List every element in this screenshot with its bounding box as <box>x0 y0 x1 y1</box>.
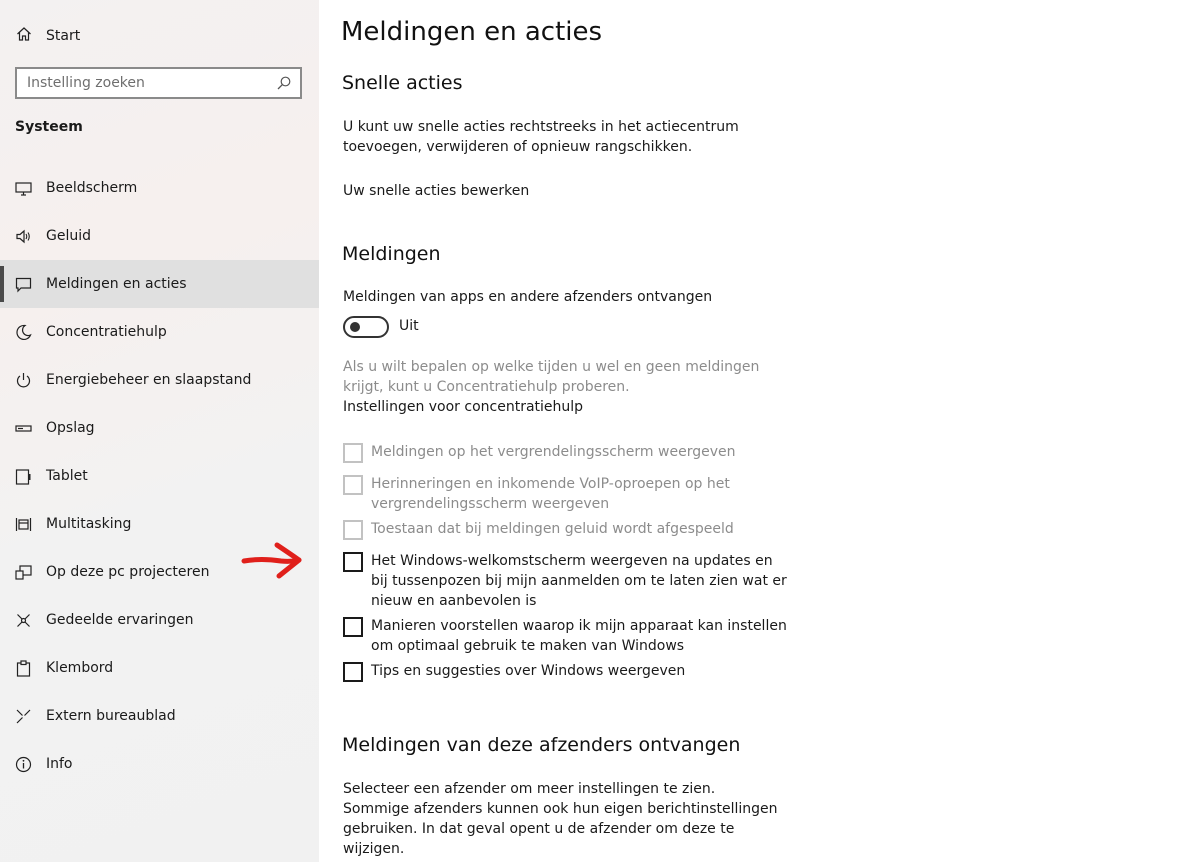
checkbox-label: Het Windows-welkomstscherm weergeven na updates en bij tussenpozen bij mijn aanmelden om te laten zien wat er nieuw en aanbevolen is <box>371 553 787 609</box>
senders-description: Selecteer een afzender om meer instellingen te zien. Sommige afzenders kunnen ook hun eigen berichtinstellingen gebruiken. In dat geval opent u de afzender om deze te wijzigen. <box>343 781 778 857</box>
checkbox-label: Manieren voorstellen waarop ik mijn apparaat kan instellen om optimaal gebruik te maken van Windows <box>371 618 787 654</box>
quick-actions-description: U kunt uw snelle acties rechtstreeks in het actiecentrum toevoegen, verwijderen of opnieuw rangschikken. <box>343 119 739 155</box>
notifications-heading: Meldingen <box>342 243 441 265</box>
focus-assist-hint: Als u wilt bepalen op welke tijden u wel en geen meldingen krijgt, kunt u Concentratiehulp proberen. <box>343 359 760 395</box>
settings-search <box>15 67 302 99</box>
toggle-state-label: Uit <box>399 318 419 334</box>
quick-actions-heading: Snelle acties <box>342 72 463 94</box>
edit-quick-actions-link[interactable]: Uw snelle acties bewerken <box>343 183 530 199</box>
notifications-toggle[interactable] <box>343 316 389 338</box>
checkbox-label: Tips en suggesties over Windows weergeven <box>371 663 686 679</box>
sidebar-item-label: Klembord <box>46 660 114 676</box>
remote-desktop-icon <box>15 708 32 725</box>
section-title: Systeem <box>15 119 83 135</box>
sidebar-nav <box>0 164 319 788</box>
project-icon <box>15 564 32 581</box>
search-icon[interactable] <box>276 75 292 95</box>
focus-assist-settings-link[interactable]: Instellingen voor concentratiehulp <box>343 399 584 415</box>
sidebar-item-label: Meldingen en acties <box>46 276 187 292</box>
sidebar-item-energiebeheer[interactable] <box>0 356 319 404</box>
clipboard-icon <box>15 660 32 677</box>
sidebar-item-geluid[interactable] <box>0 212 319 260</box>
search-input[interactable] <box>27 69 267 97</box>
sidebar-item-label: Extern bureaublad <box>46 708 176 724</box>
page-title: Meldingen en acties <box>341 17 603 47</box>
toggle-knob <box>350 322 360 332</box>
sidebar-item-tablet[interactable] <box>0 452 319 500</box>
checkbox[interactable] <box>343 475 363 495</box>
checkbox-label: Toestaan dat bij meldingen geluid wordt afgespeeld <box>371 521 734 537</box>
sidebar-item-label: Op deze pc projecteren <box>46 564 210 580</box>
moon-icon <box>15 324 32 341</box>
monitor-icon <box>15 180 32 197</box>
sidebar-item-label: Info <box>46 756 73 772</box>
sidebar-item-label: Energiebeheer en slaapstand <box>46 372 252 388</box>
sidebar-item-concentratiehulp[interactable] <box>0 308 319 356</box>
checkbox-label: Meldingen op het vergrendelingsscherm weergeven <box>371 444 736 460</box>
sidebar-item-opslag[interactable] <box>0 404 319 452</box>
storage-icon <box>15 420 32 437</box>
sidebar-item-label: Beeldscherm <box>46 180 138 196</box>
multitasking-icon <box>15 516 32 533</box>
sidebar-item-label: Geluid <box>46 228 92 244</box>
sidebar-item-label: Concentratiehulp <box>46 324 167 340</box>
sidebar-item-label: Opslag <box>46 420 95 436</box>
speaker-icon <box>15 228 32 245</box>
home-icon <box>16 26 32 46</box>
start-label: Start <box>46 28 81 44</box>
sidebar-item-info[interactable] <box>0 740 319 788</box>
sidebar <box>0 0 319 862</box>
message-icon <box>15 276 32 293</box>
checkbox[interactable] <box>343 617 363 637</box>
sidebar-item-label: Tablet <box>46 468 88 484</box>
shared-icon <box>15 612 32 629</box>
checkbox[interactable] <box>343 662 363 682</box>
red-arrow-annotation <box>241 540 305 584</box>
notifications-toggle-caption: Meldingen van apps en andere afzenders ontvangen <box>343 289 713 305</box>
checkbox-label: Herinneringen en inkomende VoIP-oproepen op het vergrendelingsscherm weergeven <box>371 476 730 512</box>
sidebar-item-meldingen[interactable] <box>0 260 319 308</box>
senders-heading: Meldingen van deze afzenders ontvangen <box>342 734 741 756</box>
start-button[interactable] <box>16 24 80 48</box>
sidebar-item-klembord[interactable] <box>0 644 319 692</box>
sidebar-item-label: Multitasking <box>46 516 132 532</box>
checkbox[interactable] <box>343 552 363 572</box>
sidebar-item-gedeelde-ervaringen[interactable] <box>0 596 319 644</box>
sidebar-item-label: Gedeelde ervaringen <box>46 612 194 628</box>
checkbox[interactable] <box>343 520 363 540</box>
sidebar-item-beeldscherm[interactable] <box>0 164 319 212</box>
power-icon <box>15 372 32 389</box>
info-icon <box>15 756 32 773</box>
sidebar-item-extern-bureaublad[interactable] <box>0 692 319 740</box>
checkbox[interactable] <box>343 443 363 463</box>
tablet-icon <box>15 468 32 485</box>
